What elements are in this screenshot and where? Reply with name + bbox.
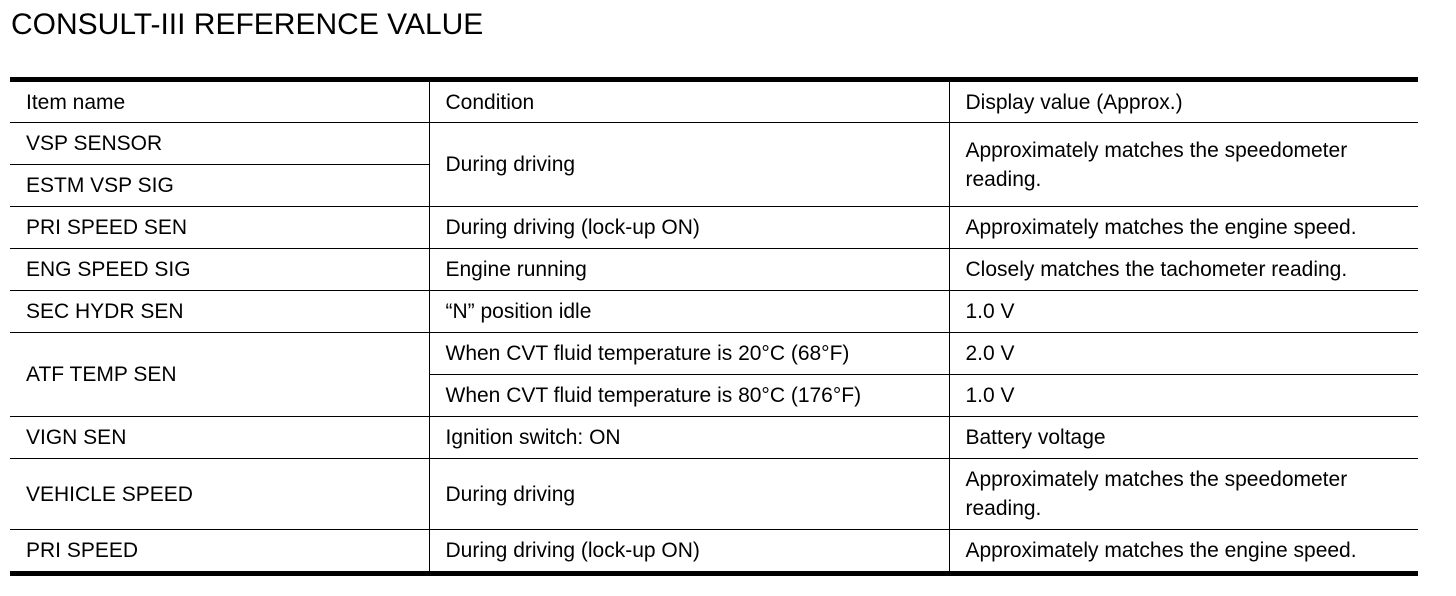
display-eng-speed-sig: Closely matches the tachometer reading. [949,249,1418,291]
item-pri-speed: PRI SPEED [10,530,429,574]
condition-sec-hydr-sen: “N” position idle [429,291,949,333]
condition-pri-speed: During driving (lock-up ON) [429,530,949,574]
condition-pri-speed-sen: During driving (lock-up ON) [429,207,949,249]
item-vsp-sensor: VSP SENSOR [10,123,429,165]
table-row [10,417,1418,459]
display-vign-sen: Battery voltage [949,417,1418,459]
item-vehicle-speed: VEHICLE SPEED [10,459,429,530]
item-eng-speed-sig: ENG SPEED SIG [10,249,429,291]
display-atf-80c: 1.0 V [949,375,1418,417]
display-vsp: Approximately matches the speedometer reading. [949,123,1418,207]
header-display-value: Display value (Approx.) [949,80,1418,123]
condition-atf-80c: When CVT fluid temperature is 80°C (176°F) [429,375,949,417]
item-vign-sen: VIGN SEN [10,417,429,459]
item-atf-temp-sen: ATF TEMP SEN [10,333,429,417]
table-row [10,123,1418,165]
display-pri-speed-sen: Approximately matches the engine speed. [949,207,1418,249]
table-row [10,530,1418,574]
item-estm-vsp-sig: ESTM VSP SIG [10,165,429,207]
item-pri-speed-sen: PRI SPEED SEN [10,207,429,249]
table-row [10,459,1418,530]
display-pri-speed: Approximately matches the engine speed. [949,530,1418,574]
table-row [10,207,1418,249]
table-row [10,333,1418,375]
page-title: CONSULT-III REFERENCE VALUE [11,8,484,41]
condition-atf-20c: When CVT fluid temperature is 20°C (68°F) [429,333,949,375]
condition-vehicle-speed: During driving [429,459,949,530]
condition-vign-sen: Ignition switch: ON [429,417,949,459]
table-row [10,249,1418,291]
header-item-name: Item name [10,80,429,123]
condition-vsp: During driving [429,123,949,207]
display-sec-hydr-sen: 1.0 V [949,291,1418,333]
reference-value-table [10,77,1418,576]
condition-eng-speed-sig: Engine running [429,249,949,291]
header-condition: Condition [429,80,949,123]
table-row [10,291,1418,333]
display-vehicle-speed: Approximately matches the speedometer reading. [949,459,1418,530]
display-atf-20c: 2.0 V [949,333,1418,375]
table-header-row [10,80,1418,123]
item-sec-hydr-sen: SEC HYDR SEN [10,291,429,333]
